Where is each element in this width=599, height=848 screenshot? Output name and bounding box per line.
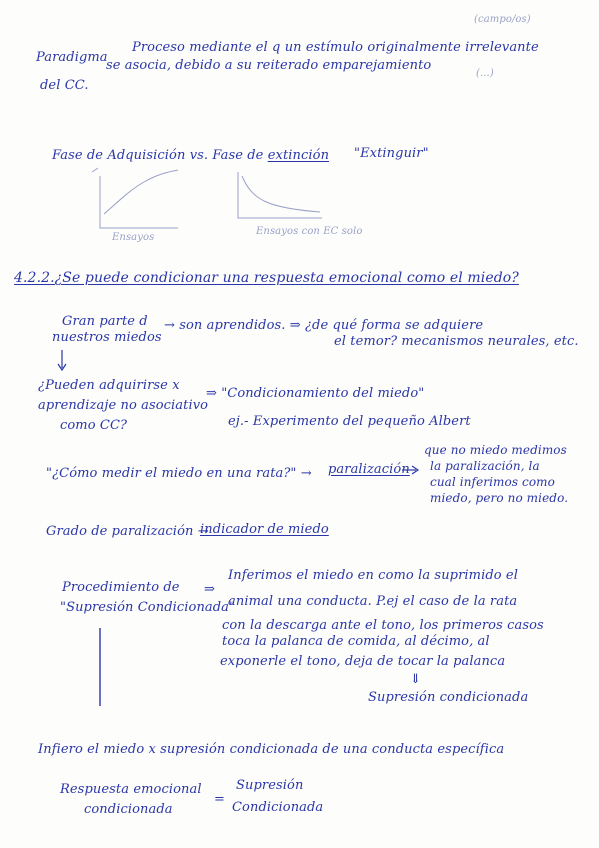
resp-2: condicionada (84, 802, 173, 817)
gran-parte-1: Gran parte d (62, 314, 148, 329)
gran-parte-mid: → son aprendidos. ⇒ ¿de qué forma se adquiere (164, 318, 484, 333)
pueden-r2: ej.- Experimento del pequeño Albert (228, 414, 471, 429)
infiero-line: Infiero el miedo x supresión condicionada de una conducta específica (38, 742, 505, 757)
pueden-3: como CC? (60, 418, 128, 433)
resp-1: Respuesta emocional (60, 782, 202, 797)
paradigma-def-1: Proceso mediante el q un estímulo originalmente irrelevante (132, 40, 539, 55)
fases-title-a: Fase de Adquisición vs. Fase de (52, 148, 264, 163)
extinction-graph (238, 172, 322, 218)
proc-arrow: ⇒ (204, 582, 215, 597)
rata-arrow (402, 466, 418, 474)
rata-question: "¿Cómo medir el miedo en una rata?" → (46, 466, 312, 481)
resp-eq: = (214, 792, 225, 807)
resp-r1: Supresión (236, 778, 304, 793)
rata-note-1: que no miedo medimos (424, 443, 567, 457)
paradigma-label: Paradigma (36, 50, 108, 65)
graph2-label: Ensayos con EC solo (256, 226, 363, 237)
gran-parte-3: el temor? mecanismos neurales, etc. (334, 334, 579, 349)
pueden-r1: ⇒ "Condicionamiento del miedo" (206, 386, 425, 401)
proc-r2: animal una conducta. P.ej el caso de la rata (228, 594, 518, 609)
proc-result: Supresión condicionada (368, 690, 529, 705)
pueden-1: ¿Pueden adquirirse x (38, 378, 180, 393)
proc-r3: con la descarga ante el tono, los primeros casos (222, 618, 544, 633)
section-heading: 4.2.2.¿Se puede condicionar una respuesta emocional como el miedo? (14, 270, 519, 286)
graph1-label: Ensayos (112, 232, 155, 243)
resp-r2: Condicionada (232, 800, 324, 815)
rata-note-2: la paralización, la (430, 459, 540, 473)
fases-quote: "Extinguir" (354, 146, 429, 161)
proc-r4: toca la palanca de comida, al décimo, al (222, 634, 490, 649)
grado-a: Grado de paralización → (46, 524, 209, 539)
corner-note: (campo/os) (474, 14, 531, 25)
pueden-2: aprendizaje no asociativo (38, 398, 209, 413)
rata-note-3: cual inferimos como (430, 475, 555, 489)
paradigma-label-2: del CC. (40, 78, 89, 93)
proc-1: Procedimiento de (62, 580, 180, 595)
gran-parte-2: nuestros miedos (52, 330, 162, 345)
corner-note-2: (...) (476, 68, 494, 79)
proc-down-arrow: ⇓ (410, 672, 421, 687)
paradigma-def-2: se asocia, debido a su reiterado emparejamiento (106, 58, 432, 73)
rata-answer: paralización (328, 462, 410, 477)
proc-2: "Supresión Condicionada" (60, 600, 236, 615)
proc-r5: exponerle el tono, deja de tocar la palanca (220, 654, 506, 669)
rata-note-4: miedo, pero no miedo. (430, 491, 569, 505)
acquisition-graph (92, 168, 178, 228)
proc-r1: Inferimos el miedo en como la suprimido el (228, 568, 518, 583)
fases-title-b: extinción (267, 148, 330, 163)
grado-b: indicador de miedo (200, 522, 329, 537)
down-arrow-1 (58, 350, 66, 370)
